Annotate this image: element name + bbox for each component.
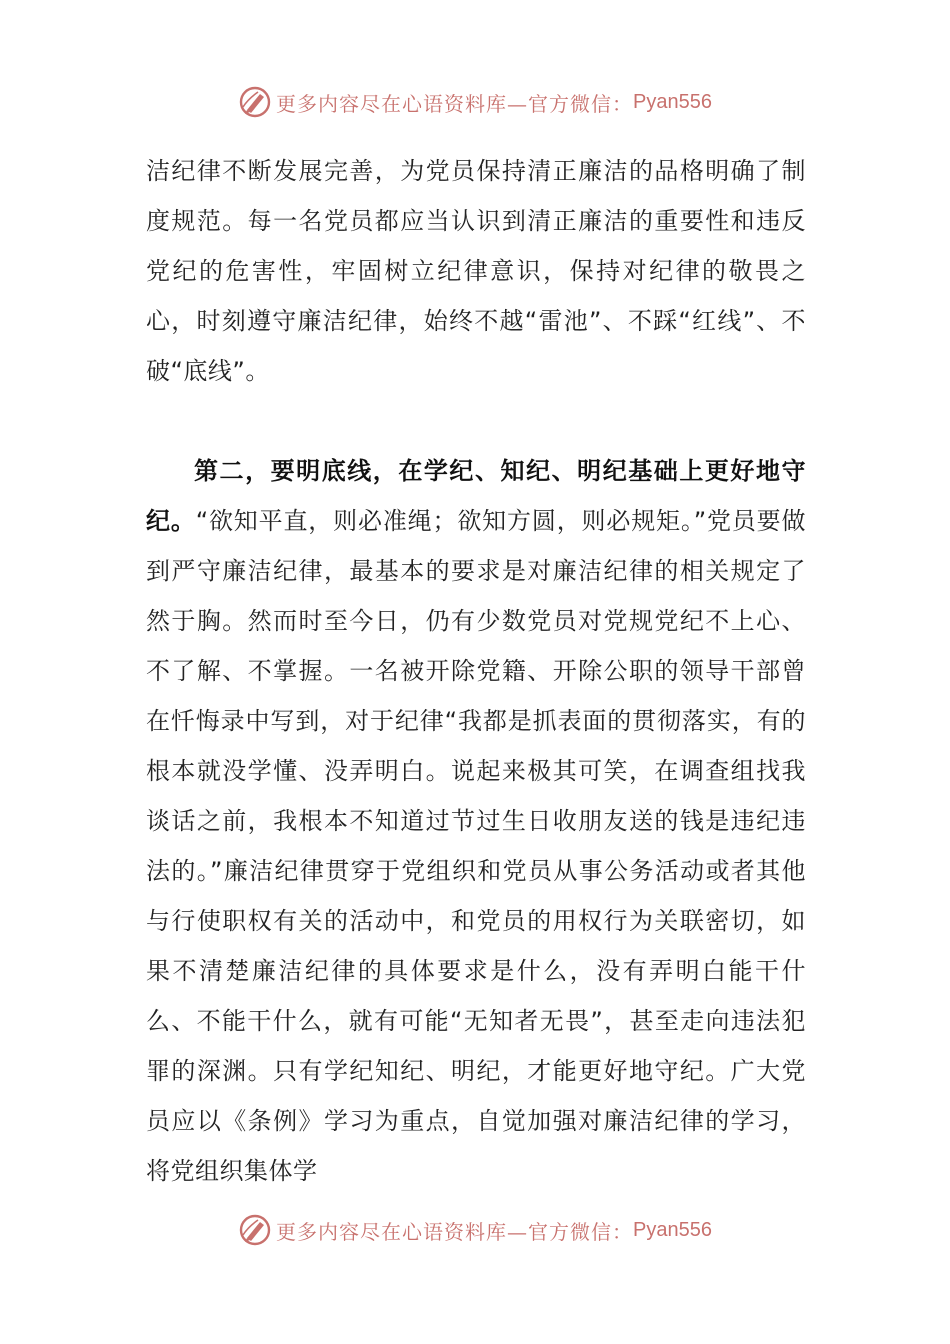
banner-text: 更多内容尽在心语资料库—官方微信： [276, 91, 634, 116]
banner-wechat-id: Pyan556 [633, 90, 712, 113]
paragraph-1: 洁纪律不断发展完善，为党员保持清正廉洁的品格明确了制度规范。每一名党员都应当认识到清正廉洁的重要性和违反党纪的危害性，牢固树立纪律意识，保持对纪律的敬畏之心，时刻遵守廉洁纪律，始终不越“雷池”、不踩“红线”、不破“底线”。 [146, 157, 806, 385]
paragraph-2 [146, 446, 806, 1196]
paragraph-2-body: “欲知平直，则必准绳；欲知方圆，则必规矩。”党员要做到严守廉洁纪律，最基本的要求是对廉洁纪律的相关规定了然于胸。然而时至今日，仍有少数党员对党规党纪不上心、不了解、不掌握。一名被开除党籍、开除公职的领导干部曾在忏悔录中写到，对于纪律“我都是抓表面的贯彻落实，有的根本就没学懂、没弄明白。说起来极其可笑，在调查组找我谈话之前，我根本不知道过节过生日收朋友送的钱是违纪违法的。”廉洁纪律贯穿于党组织和党员从事公务活动或者其他与行使职权有关的活动中，和党员的用权行为关联密切，如果不清楚廉洁纪律的具体要求是什么，没有弄明白能干什么、不能干什么，就有可能“无知者无畏”，甚至走向违法犯罪的深渊。只有学纪知纪、明纪，才能更好地守纪。广大党员应以《条例》学习为重点，自觉加强对廉洁纪律的学习，将党组织集体学 [146, 507, 807, 1185]
paragraph-2-heading: 第二，要明底线，在学纪、知纪、明纪基础上更好地守纪。 [146, 457, 806, 535]
banner-text: 更多内容尽在心语资料库—官方微信： [276, 1219, 634, 1244]
pen-logo-icon [238, 1213, 272, 1247]
header-banner [0, 82, 950, 122]
document-body [146, 146, 806, 1196]
pen-logo-icon [238, 85, 272, 119]
banner-wechat-id: Pyan556 [633, 1218, 712, 1241]
footer-banner [0, 1210, 950, 1250]
